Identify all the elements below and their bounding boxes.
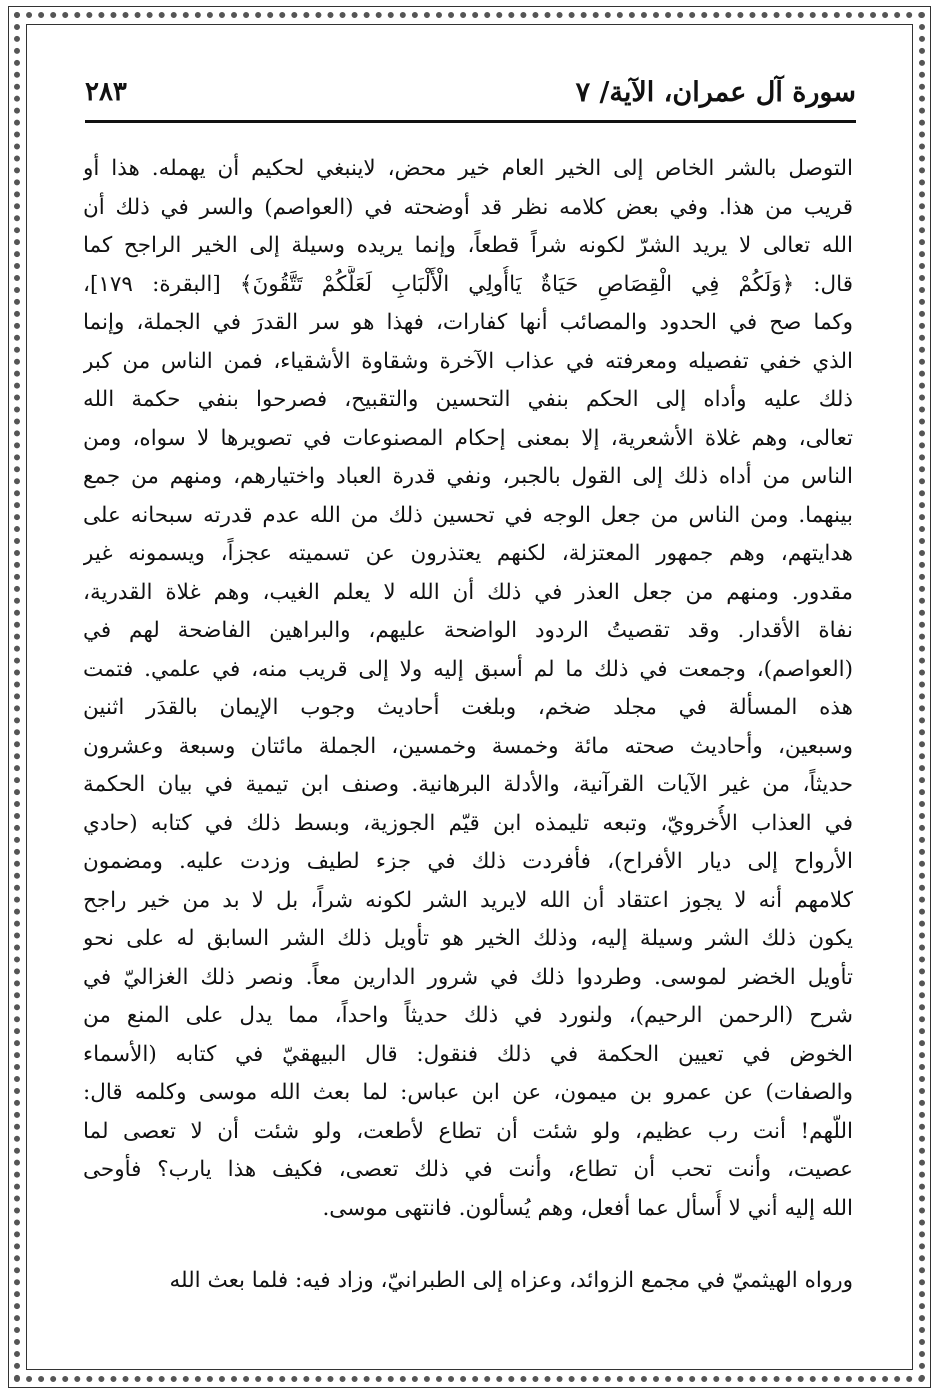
text-line: عصيت، وأنت تحب أن تطاع، وأنت في ذلك تعصى، فكيف هذا يارب؟ فأوحى: [83, 1157, 853, 1182]
text-line: حديثاً، من غير الآيات القرآنية، والأدلة البرهانية. وصنف ابن تيمية في بيان الحكمة: [83, 772, 853, 797]
text-line: نفاة الأقدار. وقد تقصيتُ الردود الواضحة عليهم، والبراهين الفاضحة لهم في: [83, 618, 853, 643]
text-line: كلامهم أنه لا يجوز اعتقاد أن الله لايريد الشر لكونه شراً، بل لا بد من خير راجح: [83, 887, 853, 913]
text-line: قال: ﴿وَلَكُمْ فِي الْقِصَاصِ حَيَاةٌ يَاأُولِي الْأَلْبَابِ لَعَلَّكُمْ تَتَّقُونَ﴾ [البقرة: ١٧٩]،: [83, 271, 853, 297]
text-line: ذلك عليه وأداه إلى الحكم بنفي التحسين والتقبيح، فصرحوا بنفي حكمة الله: [83, 387, 853, 412]
text-line: الله تعالى لا يريد الشرّ لكونه شراً قطعاً، وإنما يريده وسيلة إلى الخير الراجح كما: [83, 233, 853, 258]
text-line: تعالى، وهم غلاة الأشعرية، إلا بمعنى إحكام المصنوعات في تصويرها لا سواه، ومن: [83, 425, 853, 451]
text-line: في العذاب الأُخرويّ، وتبعه تليمذه ابن قيّم الجوزية، وبسط ذلك في كتابه (حادي: [83, 810, 853, 836]
text-line: اللّهم! أنت رب عظيم، ولو شئت أن تطاع لأطعت، ولو شئت أن لا تعصى لما: [83, 1118, 853, 1144]
text-line: شرح (الرحمن الرحيم)، ولنورد في ذلك حديثاً واحداً، مما يدل على المنع من: [83, 1003, 853, 1028]
text-line: الخوض في تعيين الحكمة في ذلك فنقول: قال البيهقيّ في كتابه (الأسماء: [83, 1041, 853, 1067]
text-line: وكما صح في الحدود والمصائب أنها كفارات، فهذا هو سر القدرَ في الجملة، وإنما: [83, 310, 853, 335]
text-line: الناس من أداه ذلك إلى القول بالجبر، ونفي قدرة العباد واختيارهم، ومنهم من جمع: [83, 464, 853, 489]
text-line: الله إليه أني لا أُسأل عما أفعل، وهم يُسألون. فانتهى موسى.: [322, 1195, 853, 1221]
main-text: [83, 150, 853, 1228]
text-line: الأرواح إلى ديار الأفراح)، فأفردت ذلك في جزء لطيف وزدت عليه. ومضمون: [83, 849, 853, 874]
text-line: يكون ذلك الشر وسيلة إليه، وذلك الخير هو تأويل ذلك الشر السابق له على نحو: [83, 926, 853, 951]
header-rule: [85, 120, 856, 123]
final-paragraph: ورواه الهيثميّ في مجمع الزوائد، وعزاه إلى الطبرانيّ، وزاد فيه: فلما بعث الله: [169, 1268, 853, 1293]
text-line: هدايتهم، وهم جمهور المعتزلة، لكنهم يعتذرون عن تسميته عجزاً، ويسمونه غير: [83, 541, 853, 566]
text-line: الذي خفي تفصيله ومعرفته في عذاب الآخرة وشقاوة الأشقياء، فمن الناس من كبر: [83, 348, 853, 374]
text-line: قريب من هذا. وفي بعض كلامه نظر قد أوضحته في (العواصم) والسر في ذلك أن: [83, 194, 853, 220]
text-line: (العواصم)، وجمعت في ذلك ما لم أسبق إليه ولا إلى قريب منه، في علمي. فتمت: [83, 656, 853, 682]
text-line: هذه المسألة في مجلد ضخم، وبلغت أحاديث وجوب الإيمان بالقدَر اثنين: [83, 695, 853, 720]
text-line: التوصل بالشر الخاص إلى الخير العام خير محض، لاينبغي لحكيم أن يهمله. هذا أو: [83, 156, 853, 181]
running-title: سورة آل عمران، الآية/ ٧: [575, 76, 856, 108]
text-line: وسبعين، وأحاديث صحته مائة وخمسة وخمسين، الجملة مائتان وسبعة وعشرون: [83, 733, 853, 759]
text-line: تأويل الخضر لموسى. وطردوا ذلك في شرور الدارين معاً. ونصر ذلك الغزاليّ في: [83, 964, 853, 990]
page-number: ٢٨٣: [85, 77, 127, 107]
text-line: مقدور. ومنهم من جعل العذر في ذلك أن الله لا يعلم الغيب، وهم غلاة القدرية،: [83, 579, 853, 605]
page-header: [85, 70, 856, 114]
text-line: بينهما. ومن الناس من جعل الوجه في تحسين ذلك من الله عدم قدرته سبحانه على: [83, 502, 853, 528]
text-line: والصفات) عن عمرو بن ميمون، عن ابن عباس: لما بعث الله موسى وكلمه قال:: [83, 1080, 853, 1105]
